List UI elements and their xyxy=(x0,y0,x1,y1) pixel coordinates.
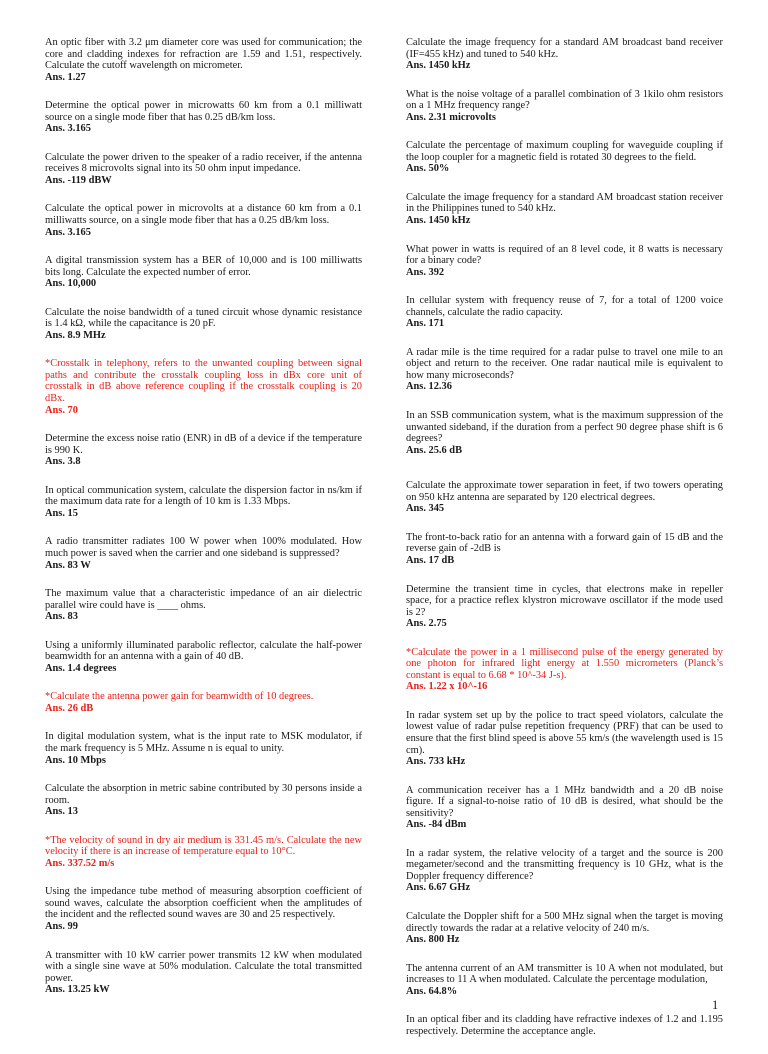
question-block xyxy=(45,536,362,571)
question-block xyxy=(406,244,723,279)
answer-text: Ans. 1450 kHz xyxy=(406,215,471,227)
question-block xyxy=(45,731,362,766)
answer-text: Ans. 83 W xyxy=(45,559,91,571)
question-text: A radio transmitter radiates 100 W power when 100% modulated. How much power is saved when the carrier and one sideband is suppressed? xyxy=(45,536,362,559)
question-text: *Crosstalk in telephony, refers to the unwanted coupling between signal paths and contribute the crosstalk coupling loss in dBx core unit of crosstalk in dB above reference coupling if the crosstalk coupling is 20 dBx. xyxy=(45,358,362,405)
answer-text: Ans. 17 dB xyxy=(406,554,455,566)
question-text: Calculate the noise bandwidth of a tuned circuit whose dynamic resistance is 1.4 kΩ, while the capacitance is 20 pF. xyxy=(45,306,362,330)
question-block xyxy=(406,410,723,456)
answer-text: Ans. 10 Mbps xyxy=(45,754,106,766)
question-block xyxy=(406,140,723,175)
question-block xyxy=(45,835,362,870)
question-block xyxy=(406,848,723,894)
question-block xyxy=(45,433,362,468)
question-text: Calculate the power driven to the speaker of a radio receiver, if the antenna receives 8 microvolts signal into its 50 ohm input impedance. xyxy=(45,151,362,175)
question-text: Determine the optical power in microwatts 60 km from a 0.1 milliwatt source on a single mode fiber that has 0.25 dB/km loss. xyxy=(45,100,362,123)
question-text: In an SSB communication system, what is the maximum suppression of the unwanted sideband, if the duration from a perfect 90 degree phase shift is 6 degrees? xyxy=(406,410,723,445)
question-text: A radar mile is the time required for a radar pulse to travel one mile to an object and return to the receiver. One radar nautical mile is equivalent to how many microseconds? xyxy=(406,346,723,381)
answer-text: Ans. 26 dB xyxy=(45,702,94,714)
question-block xyxy=(45,950,362,996)
question-text: In an optical fiber and its cladding have refractive indexes of 1.2 and 1.195 respectively. Determine the acceptance angle. xyxy=(406,1014,723,1037)
answer-text: Ans. 171 xyxy=(406,318,445,330)
answer-text: Ans. 6.67 GHz xyxy=(406,882,471,894)
question-text: The antenna current of an AM transmitter is 10 A when not modulated, but increases to 11 A when modulated. Calculate the percentage modulation, xyxy=(406,962,723,986)
question-block xyxy=(406,347,723,393)
question-text: Calculate the approximate tower separation in feet, if two towers operating on 950 kHz antenna are separated by 120 electrical degrees. xyxy=(406,480,723,503)
question-text: *Calculate the antenna power gain for beamwidth of 10 degrees. xyxy=(45,691,314,703)
question-block xyxy=(406,532,723,567)
question-block xyxy=(45,152,362,187)
question-block xyxy=(45,783,362,818)
answer-text: Ans. 800 Hz xyxy=(406,934,460,946)
answer-text: Ans. 99 xyxy=(45,920,78,932)
answer-text: Ans. 2.31 microvolts xyxy=(406,111,496,123)
question-block xyxy=(45,255,362,290)
answer-text: Ans. 2.75 xyxy=(406,618,447,630)
answer-text: Ans. 83 xyxy=(45,611,78,623)
answer-text: Ans. 1.22 x 10^-16 xyxy=(406,681,488,693)
answer-text: Ans. 1.4 degrees xyxy=(45,662,117,674)
question-text: Calculate the percentage of maximum coupling for waveguide coupling if the loop coupler for a magnetic field is rotated 30 degrees to the field. xyxy=(406,140,723,163)
answer-text: Ans. 3.165 xyxy=(45,226,91,238)
question-block xyxy=(406,647,723,693)
left-column xyxy=(45,37,362,1013)
question-block xyxy=(45,640,362,675)
question-text: In radar system set up by the police to tract speed violators, calculate the lowest value of radar pulse repetition frequency (PRF) that can be used to ensure that the first blind speed is above 55 km/s (the wavelength used is 15 cm). xyxy=(406,709,723,756)
question-text: An optic fiber with 3.2 μm diameter core was used for communication; the core and cladding indexes for refraction are 1.59 and 1.51, respectively. Calculate the cutoff wavelength on micrometer. xyxy=(45,37,362,72)
question-text: In digital modulation system, what is the input rate to MSK modulator, if the mark frequency is 5 MHz. Assume n is equal to unity. xyxy=(45,731,362,754)
question-text: Using the impedance tube method of measuring absorption coefficient of sound waves, calculate the absorption coefficient when the amplitudes of the incident and the reflected sound waves are 30 and 25 respectively. xyxy=(45,886,362,921)
question-text: What power in watts is required of an 8 level code, it 8 watts is necessary for a binary code? xyxy=(406,243,723,267)
question-text: The front-to-back ratio for an antenna with a forward gain of 15 dB and the reverse gain of -2dB is xyxy=(406,531,723,555)
question-block xyxy=(406,480,723,515)
question-block xyxy=(406,192,723,227)
answer-text: Ans. 25.6 dB xyxy=(406,444,463,456)
question-block xyxy=(406,1014,723,1037)
question-text: In optical communication system, calculate the dispersion factor in ns/km if the maximum data rate for a length of 10 km is 1.33 Mbps. xyxy=(45,484,362,508)
answer-text: Ans. 50% xyxy=(406,163,450,175)
page-number: 1 xyxy=(712,998,719,1012)
question-text: In cellular system with frequency reuse of 7, for a total of 1200 voice channels, calculate the radio capacity. xyxy=(406,295,723,318)
question-text: *The velocity of sound in dry air medium is 331.45 m/s. Calculate the new velocity if there is an increase of temperature equal to 10°C. xyxy=(45,834,362,858)
question-text: *Calculate the power in a 1 millisecond pulse of the energy generated by one photon for infrared light energy at 1.550 micrometers (Planck’s constant is equal to 6.68 * 10^-34 J-s). xyxy=(406,646,723,681)
question-text: A communication receiver has a 1 MHz bandwidth and a 20 dB noise figure. If a signal-to-noise ratio of 10 dB is desired, what should be the sensitivity? xyxy=(406,784,723,819)
question-block xyxy=(45,588,362,623)
question-block xyxy=(406,584,723,630)
answer-text: Ans. 392 xyxy=(406,266,445,278)
answer-text: Ans. 337.52 m/s xyxy=(45,857,115,869)
question-block xyxy=(45,203,362,238)
answer-text: Ans. 8.9 MHz xyxy=(45,329,106,341)
answer-text: Ans. 15 xyxy=(45,507,78,519)
answer-text: Ans. 3.165 xyxy=(45,123,91,135)
answer-text: Ans. 13.25 kW xyxy=(45,984,110,996)
question-text: Using a uniformly illuminated parabolic reflector, calculate the half-power beamwidth for an antenna with a gain of 40 dB. xyxy=(45,639,362,663)
answer-text: Ans. 70 xyxy=(45,404,78,416)
question-block xyxy=(45,37,362,83)
question-block xyxy=(45,886,362,932)
question-text: Calculate the absorption in metric sabine contributed by 30 persons inside a room. xyxy=(45,783,362,806)
question-block xyxy=(45,691,362,714)
answer-text: Ans. -119 dBW xyxy=(45,174,112,186)
question-block xyxy=(406,37,723,72)
question-text: Calculate the image frequency for a standard AM broadcast band receiver (IF=455 kHz) and tuned to 540 kHz. xyxy=(406,37,723,60)
question-block xyxy=(406,295,723,330)
answer-text: Ans. 3.8 xyxy=(45,456,81,468)
answer-text: Ans. 1.27 xyxy=(45,71,86,83)
answer-text: Ans. 13 xyxy=(45,806,78,818)
answer-text: Ans. -84 dBm xyxy=(406,819,467,831)
question-block xyxy=(45,358,362,416)
question-text: A digital transmission system has a BER of 10,000 and is 100 milliwatts bits long. Calculate the expected number of error. xyxy=(45,255,362,278)
question-block xyxy=(45,100,362,135)
question-block xyxy=(406,911,723,946)
question-text: Determine the excess noise ratio (ENR) in dB of a device if the temperature is 990 K. xyxy=(45,433,362,456)
answer-text: Ans. 10,000 xyxy=(45,278,97,290)
question-text: Calculate the Doppler shift for a 500 MHz signal when the target is moving directly towards the radar at a relative velocity of 240 m/s. xyxy=(406,910,723,934)
question-text: Calculate the image frequency for a standard AM broadcast station receiver in the Philippines tuned to 540 kHz. xyxy=(406,191,723,215)
question-text: What is the noise voltage of a parallel combination of 3 1kilo ohm resistors on a 1 MHz frequency range? xyxy=(406,88,723,112)
answer-text: Ans. 12.36 xyxy=(406,381,452,393)
answer-text: Ans. 733 kHz xyxy=(406,756,466,768)
answer-text: Ans. 64.8% xyxy=(406,985,458,997)
question-block xyxy=(406,710,723,768)
question-text: Determine the transient time in cycles, that electrons make in repeller space, for a practice reflex klystron microwave oscillator if the mode used is 2? xyxy=(406,583,723,618)
answer-text: Ans. 1450 kHz xyxy=(406,60,471,72)
answer-text: Ans. 345 xyxy=(406,503,445,515)
question-block xyxy=(45,307,362,342)
question-block xyxy=(45,485,362,520)
question-text: A transmitter with 10 kW carrier power transmits 12 kW when modulated with a single sine wave at 50% modulation. Calculate the total transmitted power. xyxy=(45,949,362,984)
question-text: Calculate the optical power in microvolts at a distance 60 km from a 0.1 milliwatts source, on a single mode fiber that has a 0.25 dB/km loss. xyxy=(45,203,362,227)
question-block xyxy=(406,89,723,124)
question-text: The maximum value that a characteristic impedance of an air dielectric parallel wire could have is ____ ohms. xyxy=(45,588,362,611)
question-text: In a radar system, the relative velocity of a target and the source is 200 megameter/second and the transmitting frequency is 10 GHz, what is the Doppler frequency difference? xyxy=(406,847,723,882)
right-column xyxy=(406,37,723,1054)
question-block xyxy=(406,785,723,831)
question-block xyxy=(406,963,723,998)
